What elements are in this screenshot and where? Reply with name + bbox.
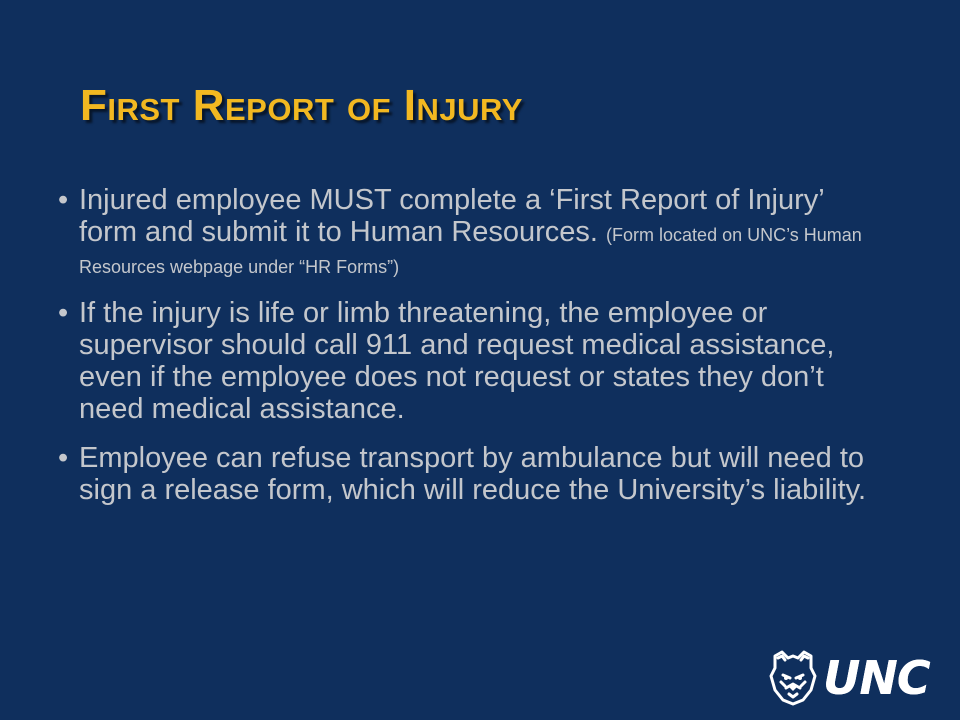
bullet-item	[58, 442, 878, 506]
bullet-item	[58, 184, 878, 280]
bear-head-icon	[765, 648, 821, 708]
bullet-item	[58, 297, 878, 425]
bullet-text: Employee can refuse transport by ambulance but will need to sign a release form, which will reduce the University’s liability.	[79, 442, 867, 506]
unc-logo	[765, 648, 945, 708]
bullet-marker: •	[58, 297, 69, 329]
bullet-marker: •	[58, 442, 69, 474]
bullet-text: If the injury is life or limb threatening, the employee or supervisor should call 911 and request medical assistance, even if the employee does not request or states they don’t need medical assistance.	[79, 297, 835, 425]
bullet-text: Injured employee MUST complete a ‘First Report of Injury’ form and submit it to Human Resources.	[79, 184, 824, 248]
bullet-note: (Form located on UNC’s Human Resources webpage under “HR Forms”)	[79, 225, 862, 277]
bullet-list	[58, 184, 878, 506]
bullet-marker: •	[58, 184, 69, 216]
slide-title: First Report of Injury	[80, 81, 523, 130]
logo-text: UNC	[823, 651, 930, 705]
